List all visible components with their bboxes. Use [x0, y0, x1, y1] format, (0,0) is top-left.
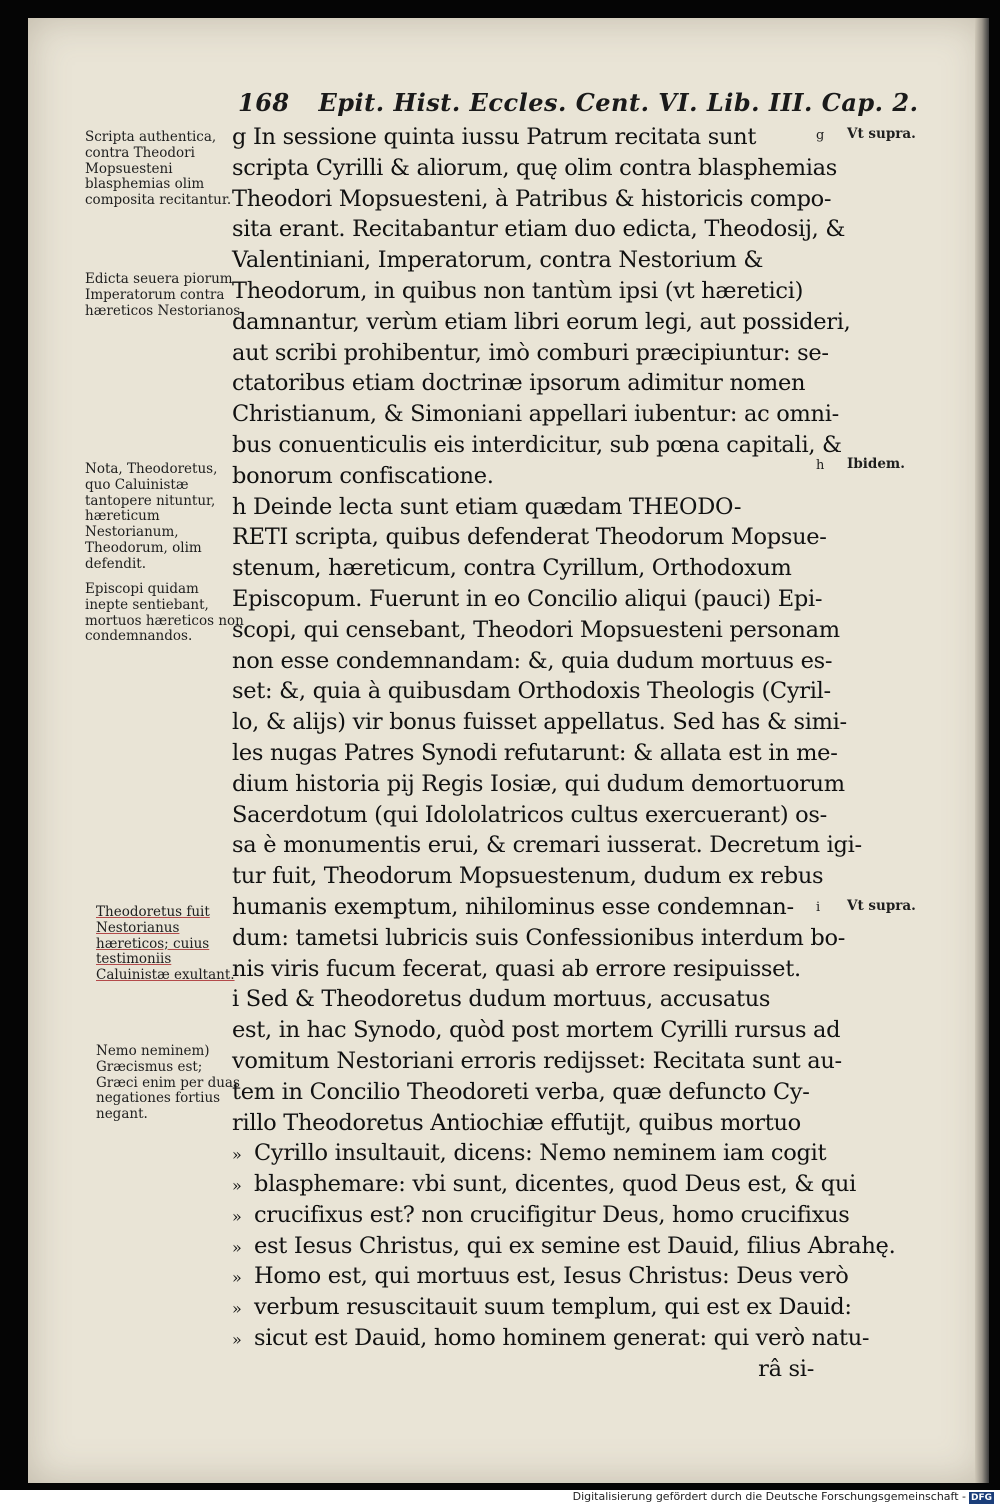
margin-note-graecismus: Nemo neminem) Græcismus est; Græci enim per duas negationes fortius negant. — [96, 1043, 240, 1123]
margin-note-edicta: Edicta seuera piorum Imperatorum contra hæreticos Nestorianos. — [85, 271, 245, 319]
text-line: crucifixus est? non crucifigitur Deus, homo crucifixus — [254, 1201, 850, 1228]
right-note-i: Vt supra. — [847, 898, 916, 914]
text-line: aut scribi prohibentur, imò comburi præcipiuntur: se- — [232, 339, 829, 366]
right-note-h: Ibidem. — [847, 456, 905, 472]
text-line: lo, & alijs) vir bonus fuisset appellatus. Sed has & simi- — [232, 709, 847, 736]
quote-mark: » — [232, 1145, 242, 1165]
text-line: rillo Theodoretus Antiochiæ effutijt, quibus mortuo — [232, 1109, 801, 1136]
right-letter-g: g — [816, 128, 825, 143]
quote-mark: » — [232, 1330, 242, 1350]
right-letter-h: h — [816, 458, 825, 473]
text-line: tur fuit, Theodorum Mopsuestenum, dudum ex rebus — [232, 863, 824, 890]
text-line: verbum resuscitauit suum templum, qui est ex Dauid: — [254, 1294, 852, 1321]
text-line: bonorum confiscatione. — [232, 462, 494, 489]
page-number: 168 — [238, 88, 290, 117]
text-line: dium historia pij Regis Iosiæ, qui dudum demortuorum — [232, 770, 845, 797]
text-line: damnantur, verùm etiam libri eorum legi, aut possideri, — [232, 308, 851, 335]
quote-mark: » — [232, 1176, 242, 1196]
text-line: bus conuenticulis eis interdicitur, sub pœna capitali, & — [232, 431, 842, 458]
text-line: ctatoribus etiam doctrinæ ipsorum adimitur nomen — [232, 370, 806, 397]
text-line: Sacerdotum (qui Idololatricos cultus exercuerant) os- — [232, 801, 827, 828]
text-line: Christianum, & Simoniani appellari iubentur: ac omni- — [232, 401, 839, 428]
text-line: Theodorum, in quibus non tantùm ipsi (vt hæretici) — [232, 277, 804, 304]
running-title: Epit. Hist. Eccles. Cent. VI. Lib. III. Cap. 2. — [318, 88, 919, 117]
text-line: g In sessione quinta iussu Patrum recitata sunt — [232, 124, 757, 150]
quoted-line — [232, 1292, 852, 1323]
footer-credit — [573, 1490, 994, 1504]
text-line: scopi, qui censebant, Theodori Mopsuesteni personam — [232, 616, 840, 643]
text-line: sicut est Dauid, homo hominem generat: qui verò natu- — [254, 1325, 870, 1352]
quote-mark: » — [232, 1206, 242, 1226]
right-note-g: Vt supra. — [847, 126, 916, 142]
text-line: Theodori Mopsuesteni, à Patribus & historicis compo- — [232, 185, 832, 212]
text-line: Valentiniani, Imperatorum, contra Nestorium & — [232, 247, 764, 274]
text-line: non esse condemnandam: &, quia dudum mortuus es- — [232, 647, 833, 674]
text-line: Cyrillo insultauit, dicens: Nemo neminem iam cogit — [254, 1140, 827, 1167]
footer-text: Digitalisierung gefördert durch die Deutsche Forschungsgemeinschaft - — [572, 1490, 966, 1503]
right-letter-i: i — [816, 900, 821, 915]
dfg-logo: DFG — [970, 1493, 992, 1503]
text-line: nis viris fucum fecerat, quasi ab errore resipuisset. — [232, 955, 801, 982]
margin-note-episcopi: Episcopi quidam inepte sentiebant, mortuos hæreticos non condemnandos. — [85, 581, 244, 645]
quote-mark: » — [232, 1299, 242, 1319]
running-header — [238, 88, 919, 117]
text-line: sita erant. Recitabantur etiam duo edicta, Theodosij, & — [232, 216, 846, 243]
quoted-line — [232, 1169, 856, 1200]
quoted-line — [232, 1138, 832, 1169]
text-line: est, in hac Synodo, quòd post mortem Cyrilli rursus ad — [232, 1017, 841, 1044]
text-line: set: &, quia à quibusdam Orthodoxis Theologis (Cyril- — [232, 678, 831, 705]
quote-mark: » — [232, 1268, 242, 1288]
margin-note-nestorianus: Theodoretus fuit Nestorianus hæreticos; cuius testimoniis Caluinistæ exultant. — [96, 904, 235, 984]
footer-bar — [0, 1490, 1000, 1506]
text-line: blasphemare: vbi sunt, dicentes, quod Deus est, & qui — [254, 1171, 856, 1198]
text-line: Homo est, qui mortuus est, Iesus Christus: Deus verò — [254, 1263, 849, 1290]
catchword: râ si- — [758, 1355, 814, 1382]
quoted-line — [232, 1200, 850, 1231]
text-line: h Deinde lecta sunt etiam quædam THEODO- — [232, 493, 742, 520]
text-line: sa è monumentis erui, & cremari iusserat. Decretum igi- — [232, 832, 862, 859]
text-line: humanis exemptum, nihilominus esse condemnan- — [232, 893, 794, 920]
text-line: stenum, hæreticum, contra Cyrillum, Orthodoxum — [232, 555, 792, 582]
margin-note-scripta: Scripta authentica, contra Theodori Mopsuesteni blasphemias olim composita recitantur. — [85, 129, 232, 209]
quote-mark: » — [232, 1237, 242, 1257]
quoted-line — [232, 1231, 896, 1262]
text-line: est Iesus Christus, qui ex semine est Dauid, filius Abrahę. — [254, 1232, 896, 1259]
book-spine-edge — [975, 18, 989, 1483]
text-line: RETI scripta, quibus defenderat Theodorum Mopsue- — [232, 524, 827, 551]
text-line: tem in Concilio Theodoreti verba, quæ defuncto Cy- — [232, 1078, 810, 1105]
text-line: Episcopum. Fuerunt in eo Concilio aliqui (pauci) Epi- — [232, 585, 823, 612]
quoted-line — [232, 1261, 849, 1292]
text-line: les nugas Patres Synodi refutarunt: & allata est in me- — [232, 739, 838, 766]
text-line: i Sed & Theodoretus dudum mortuus, accusatus — [232, 986, 771, 1013]
text-line: vomitum Nestoriani erroris redijsset: Recitata sunt au- — [232, 1047, 842, 1074]
text-line: dum: tametsi lubricis suis Confessionibus interdum bo- — [232, 924, 846, 951]
margin-note-theodoretus: Nota, Theodoretus, quo Caluinistæ tantopere nituntur, hæreticum Nestorianum, Theodorum, olim defendit. — [85, 461, 218, 572]
text-line: scripta Cyrilli & aliorum, quę olim contra blasphemias — [232, 154, 838, 181]
quoted-line — [232, 1323, 870, 1354]
